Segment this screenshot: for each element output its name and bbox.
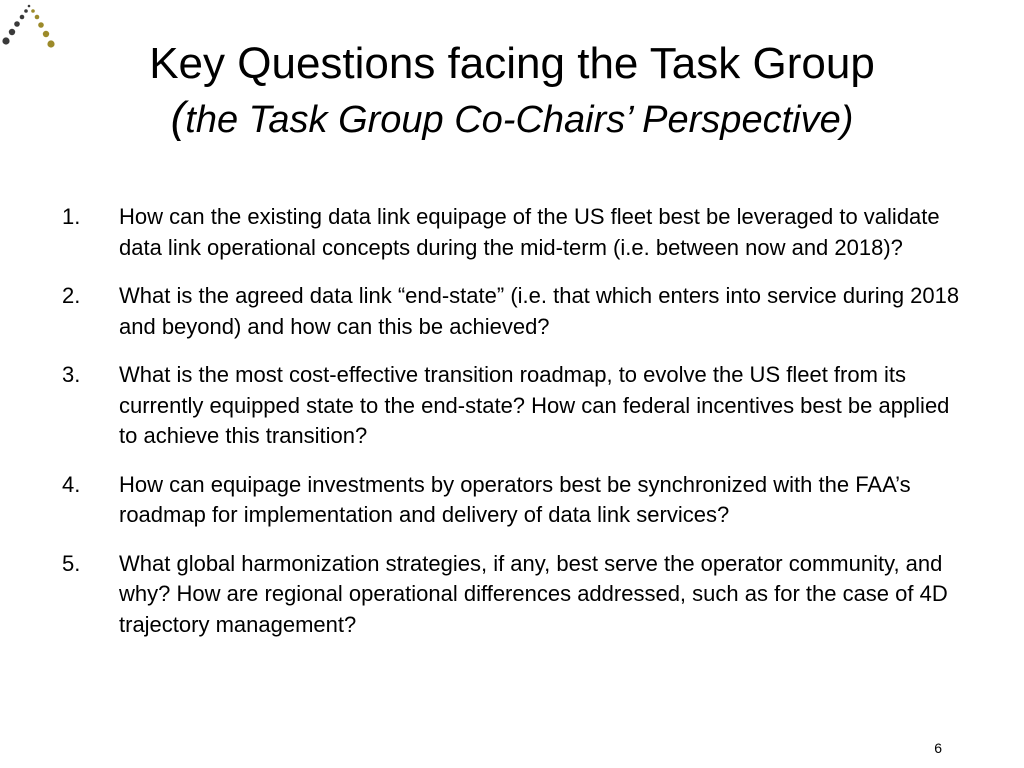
question-text: How can the existing data link equipage of the US fleet best be leveraged to validate data link operational concepts during the mid-term (i.e. between now and 2018)?: [119, 204, 940, 260]
question-text: What is the agreed data link “end-state” (i.e. that which enters into service during 2018 and beyond) and how can this be achieved?: [119, 283, 960, 339]
subtitle-text: the Task Group Co-Chairs’ Perspective): [185, 99, 854, 141]
question-text: What is the most cost-effective transition roadmap, to evolve the US fleet from its currently equipped state to the end-state? How can federal incentives best be applied to achieve this transition?: [119, 362, 950, 448]
question-text: How can equipage investments by operators best be synchronized with the FAA’s roadmap for implementation and delivery of data link services?: [119, 471, 911, 527]
question-list: [62, 202, 962, 640]
question-number: 4.: [62, 471, 81, 497]
question-item-5: [62, 549, 962, 641]
question-item-2: [62, 281, 962, 342]
subtitle-open-paren: (: [170, 93, 186, 142]
page-number: 6: [934, 740, 942, 756]
question-number: 3.: [62, 362, 81, 387]
question-number: 5.: [62, 550, 81, 576]
question-item-1: [62, 202, 962, 263]
question-number: 1.: [62, 204, 81, 229]
question-item-3: [62, 360, 962, 452]
question-number: 2.: [62, 283, 81, 308]
question-text: What global harmonization strategies, if any, best serve the operator community, and why? How are regional operational differences addressed, such as for the case of 4D trajectory management?: [119, 550, 948, 637]
question-item-4: [62, 470, 962, 531]
slide-title-block: [40, 38, 984, 144]
slide-subtitle: [40, 94, 984, 144]
slide-title: Key Questions facing the Task Group: [149, 39, 875, 88]
